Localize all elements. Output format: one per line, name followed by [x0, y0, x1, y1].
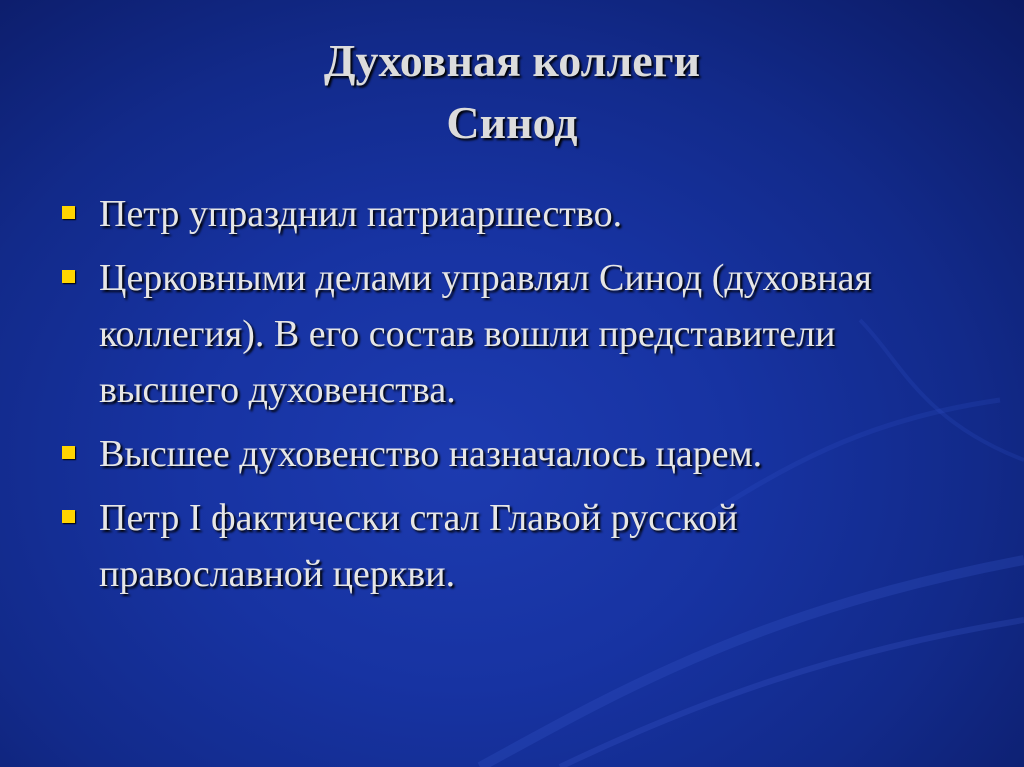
title-line-2: Синод [446, 97, 578, 148]
bullet-text: Петр I фактически стал Главой русской православной церкви. [99, 497, 738, 595]
bullet-text: Петр упразднил патриаршество. [99, 193, 623, 235]
bullet-item [62, 490, 962, 602]
bullet-item [62, 250, 962, 418]
bullet-item [62, 426, 962, 482]
bullet-item [62, 186, 962, 242]
square-bullet-icon [62, 206, 75, 219]
square-bullet-icon [62, 446, 75, 459]
square-bullet-icon [62, 510, 75, 523]
title-line-1: Духовная коллеги [323, 35, 701, 86]
bullet-text: Церковными делами управлял Синод (духовная коллегия). В его состав вошли представители высшего духовенства. [99, 257, 872, 411]
bullet-list [62, 186, 962, 610]
bullet-text: Высшее духовенство назначалось царем. [99, 433, 763, 475]
slide-title [0, 30, 1024, 154]
square-bullet-icon [62, 270, 75, 283]
